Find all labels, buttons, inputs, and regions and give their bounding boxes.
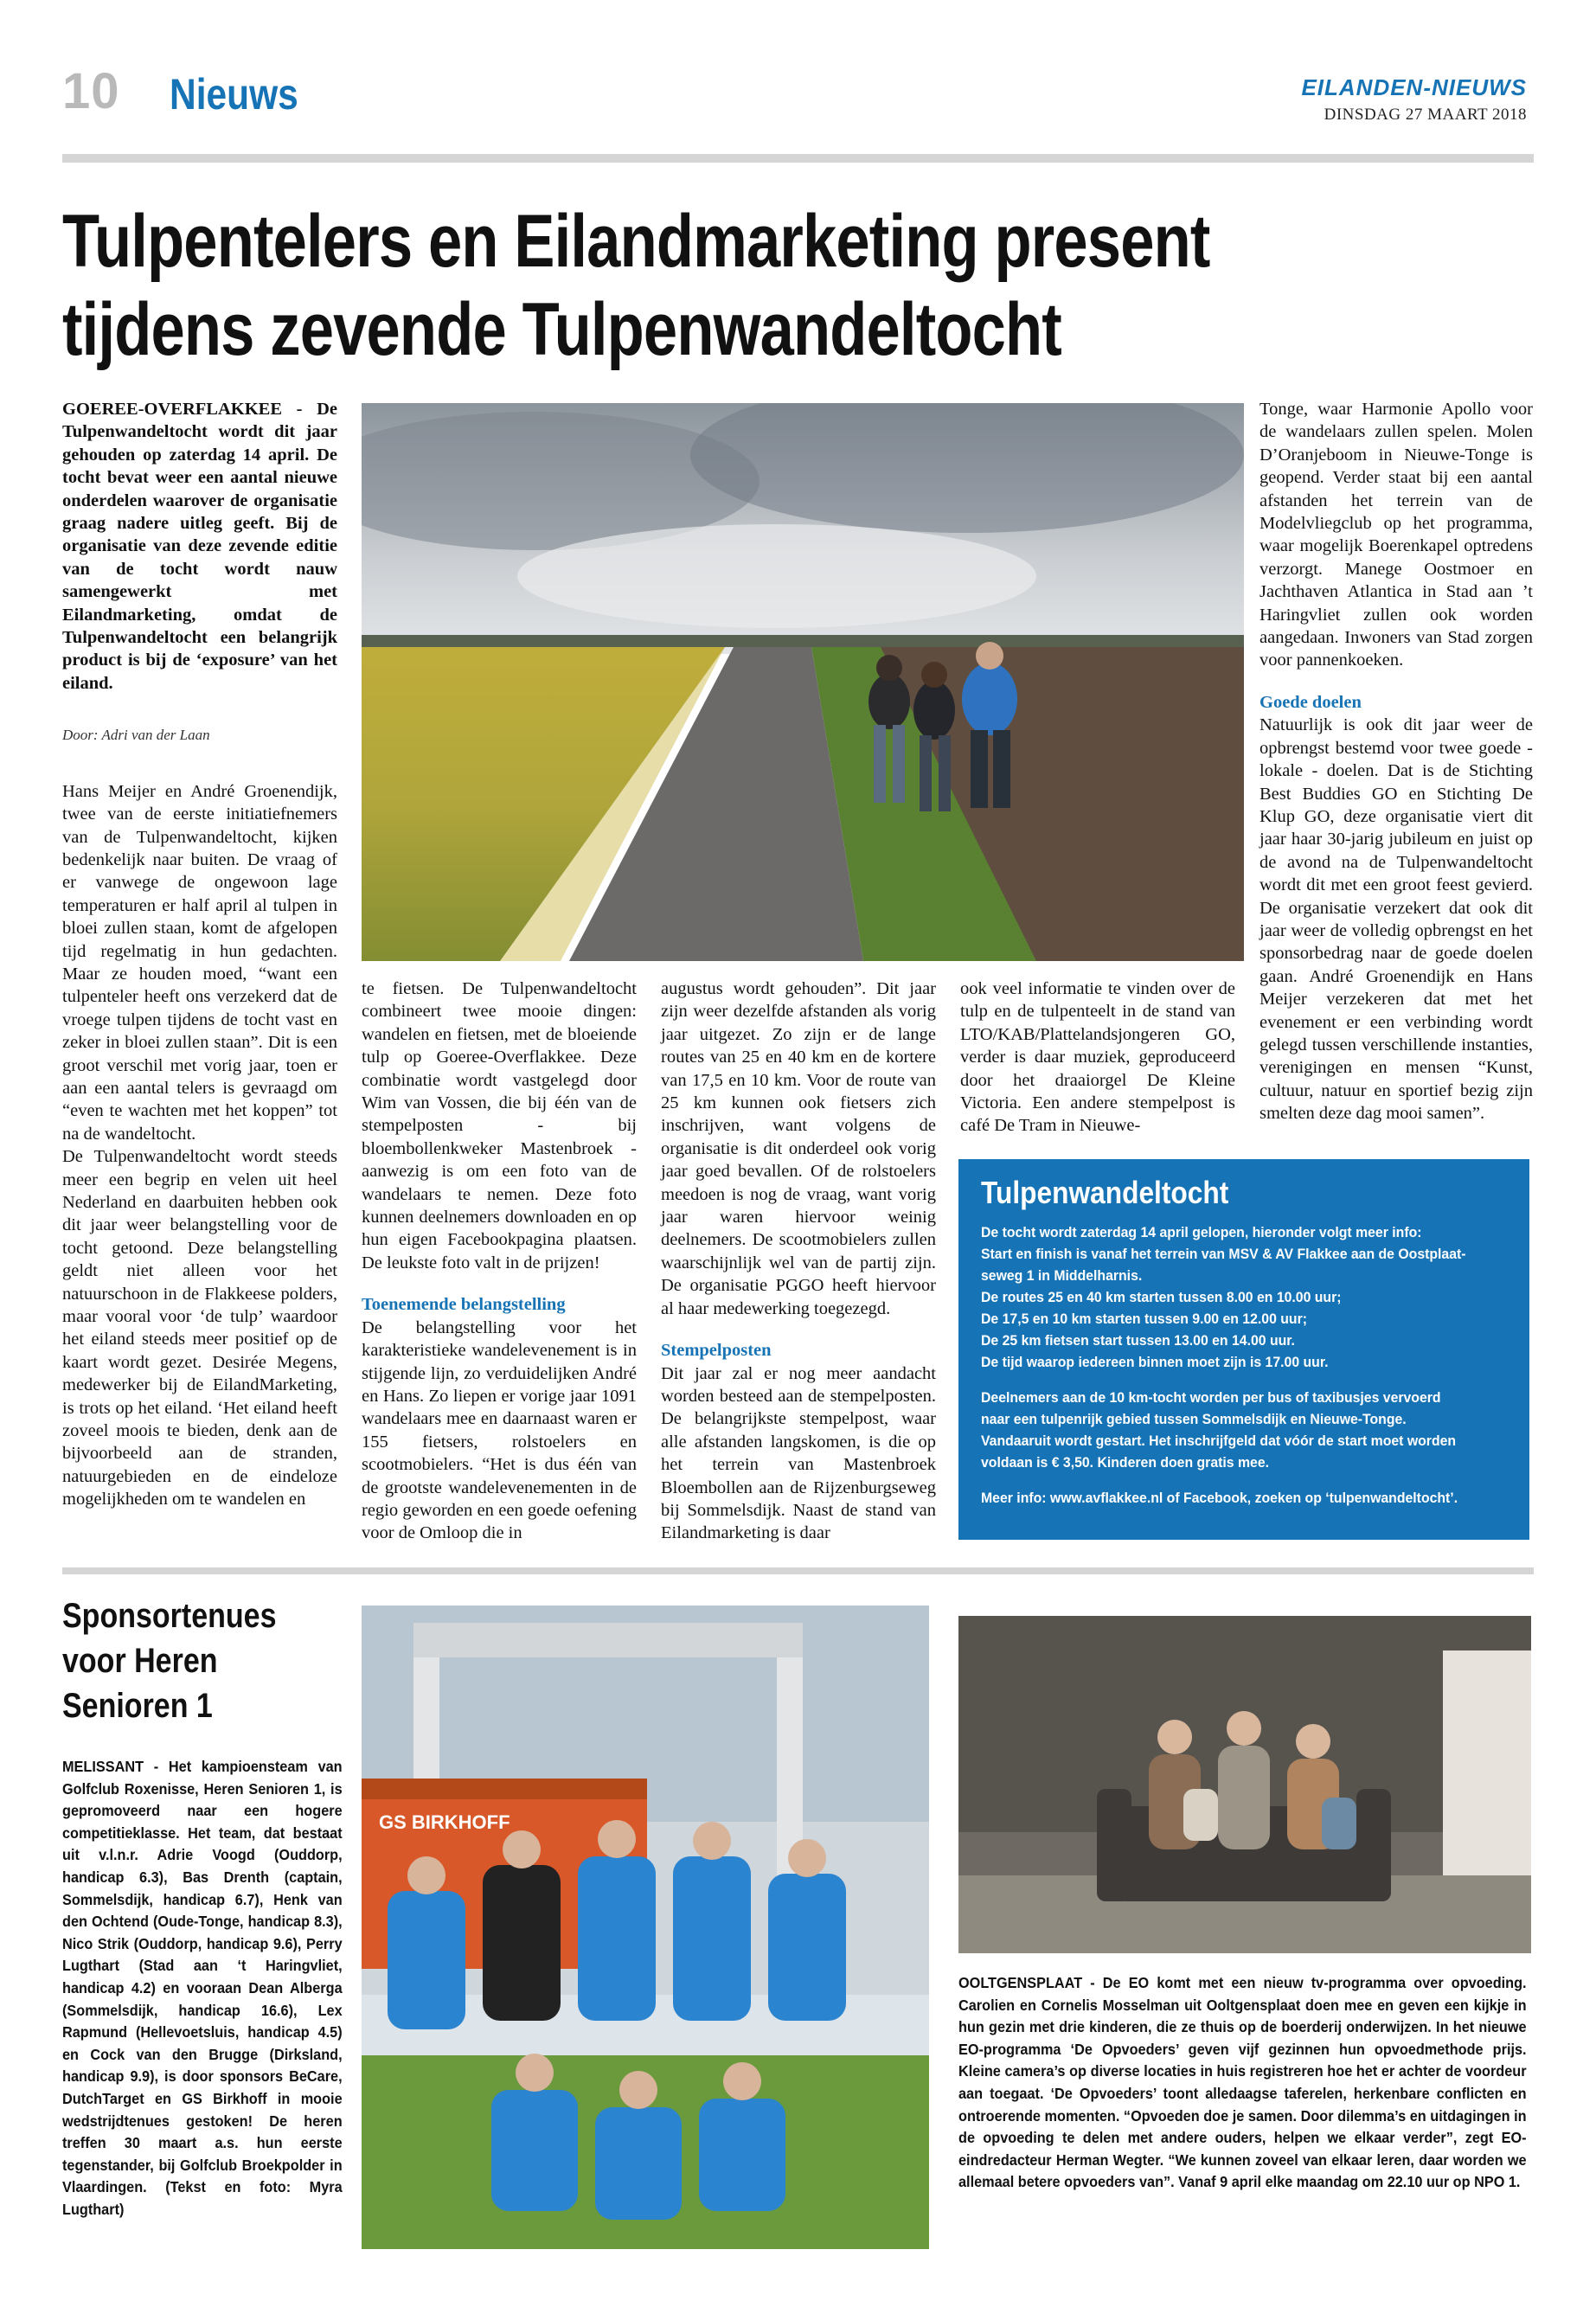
article2-body: MELISSANT - Het kampioensteam van Golfclub Roxenisse, Heren Senioren 1, is gepromoveerd naar een hogere competitieklasse. Het team, dat bestaat uit v.l.n.r. Adrie Voogd (Ouddorp, handicap 6.3), Bas Drenth (captain, Sommelsdijk, handicap 6.7), Henk van den Ochtend (Oude-Tonge, handicap 8.3), Nico Strik (Ouddorp, handicap 9.6), Perry Lugthart (Stad aan ‘t Haringvliet, handicap 4.2) en vooraan Dean Alberga (Sommelsdijk, handicap 16.6), Lex Rapmund (Hellevoetsluis, handicap 4.5) en Cock van den Brugge (Dirksland, handicap 9.9), is door sponsors BeCare, DutchTarget en GS Birkhoff in mooie wedstrijdtenues gestoken! De heren treffen 30 maart a.s. hun eerste tegenstander, bij Golfclub Broekpolder in Vlaardingen. (Tekst en foto: Myra Lugthart) xyxy=(62,1758,343,2218)
subheading: Goede doelen xyxy=(1259,692,1362,712)
paragraph: Tonge, waar Harmonie Apollo voor de wandelaars zullen spelen. Molen D’Oranjeboom in Nieuwe-Tonge is geopend. Verder staat bij een aantal afstanden het terrein van de Modelvliegclub op het programma, waar mogelijk Boerenkapel optredens verzorgt. Manege Oostmoer en Jachthaven Atlantica in Stad aan ’t Haringvliet zullen ook worden aangedaan. Inwoners van Stad zorgen voor pannenkoeken. xyxy=(1259,400,1533,670)
info-box-title: Tulpenwandeltocht xyxy=(981,1175,1229,1210)
paragraph: De belangstelling voor het karakteristieke wandelevenement is in stijgende lijn, zo verduidelijken André en Hans. Zo liepen er vorige jaar 1091 wandelaars mee en daarnaast waren er 155 fietsers, rolstoelers en scootmobielers. “Het is dus één van de grootste wandelevenementen in de regio geworden en een goede oefening voor de Omloop die in xyxy=(362,1317,637,1543)
section-title: Nieuws xyxy=(170,70,298,119)
paragraph: te fietsen. De Tulpenwandeltocht combineert twee mooie dingen: wandelen en fietsen, met de bloeiende tulp op Goeree-Overflakkee. Deze combinatie wordt vastgelegd door Wim van Vossen, die bij één van de stempelposten - bij bloembollenkweker Mastenbroek - aanwezig is om een foto van de wandelaars te nemen. Deze foto kunnen deelnemers downloaden en op hun eigen Facebookpagina plaatsen. De leukste foto valt in de prijzen! xyxy=(362,979,637,1272)
subheading: Stempelposten xyxy=(661,1341,772,1361)
article3-body: OOLTGENSPLAAT - De EO komt met een nieuw tv-programma over opvoeding. Carolien en Cornelis Mosselman uit Ooltgensplaat doen mee en geven een kijkje in hun gezin met drie kinderen, die ze thuis op de boerderij onderwijzen. In het nieuwe EO-programma ‘De Opvoeders’ geven vijf gezinnen hun opvoedmethode prijs. Kleine camera’s op diverse locaties in huis registreren hoe het er achter de voordeur aan toegaat. ‘De Opvoeders’ toont alledaagse taferelen, herkenbare conflicten en ontroerende momenten. “Opvoeden doe je samen. Door dilemma’s en uitdagingen in de opvoeding te delen met andere ouders, helpen we elkaar verder”, zegt EO-eindredacteur Herman Wegter. “We kunnen zoveel van elkaar leren, daar worden we allemaal betere opvoeders van”. Vanaf 9 april elke maandag om 22.10 uur op NPO 1. xyxy=(958,1974,1527,2191)
company-sign: GS BIRKHOFF xyxy=(379,1811,510,1833)
page-number: 10 xyxy=(62,63,120,119)
article-column-1 xyxy=(62,398,337,1511)
paragraph: Natuurlijk is ook dit jaar weer de opbrengst bestemd voor twee goede - lokale - doelen. Dat is de Stichting Best Buddies GO en Stichting De Klup GO, deze organisatie viert dit jaar haar 30-jarig jubileum en juist op de avond na de Tulpenwandeltocht wordt dit met een groot feest gevierd. De organisatie verzekert dat ook dit jaar weer de volledig opbrengst en het sponsorbedrag naar de goede doelen gaan. André Groenendijk en Hans Meijer verzekeren dat met het evenement er een verbinding wordt gelegd tussen verschillende instanties, verenigingen en mensen “Kunst, cultuur, natuur en sportief bezig zijn smelten deze dag mooi samen”. xyxy=(1259,715,1533,1124)
tulip-field-illustration xyxy=(362,403,1244,961)
article2-title: Sponsortenues voor Heren Senioren 1 xyxy=(62,1597,277,1725)
paragraph: augustus wordt gehouden”. Dit jaar zijn weer dezelfde afstanden als vorig jaar uitgezet. Zo zijn er de lange routes van 25 en 40 km en de kortere van 17,5 en 10 km. Voor de route van 25 km kunnen ook fietsers zich inschrijven, want volgens de organisatie is dit onderdeel ook vorig jaar goed bevallen. Of de rolstoelers meedoen is nog de vraag, want vorig jaar waren hiervoor weinig deelnemers. De scootmobielers zullen waarschijnlijk wel van de partij zijn. De organisatie PGGO heeft hiervoor al haar medewerking toegezegd. xyxy=(661,979,936,1318)
headline-line-2: tijdens zevende Tulpenwandeltocht xyxy=(62,288,1061,371)
article-lead: GOEREE-OVERFLAKKEE - De Tulpenwandeltocht wordt dit jaar gehouden op zaterdag 14 april. De tocht bevat weer een aantal nieuwe onderdelen waarover de organisatie graag nadere uitleg geeft. Bij de organisatie van deze zevende editie van de tocht wordt nauw samengewerkt met Eilandmarketing, omdat de Tulpenwandeltocht een belangrijk product is bij de ‘exposure’ van het eiland. xyxy=(62,400,337,693)
tulip-field-photo xyxy=(362,403,1244,961)
article-column-4 xyxy=(960,977,1235,1138)
article-byline: Door: Adri van der Laan xyxy=(62,727,210,744)
family-photo xyxy=(958,1616,1531,1953)
article-column-2 xyxy=(362,977,637,1545)
paragraph: ook veel informatie te vinden over de tulp en de tulpenteelt in de stand van LTO/KAB/Plattelandsjongeren GO, verder is daar muziek, geproduceerd door het draaiorgel De Kleine Victoria. Een andere stempelpost is café De Tram in Nieuwe- xyxy=(960,979,1235,1136)
family-illustration xyxy=(958,1616,1531,1953)
issue-date: DINSDAG 27 MAART 2018 xyxy=(1324,106,1527,124)
header-divider xyxy=(62,154,1534,163)
main-headline xyxy=(62,197,1530,374)
paragraph: Hans Meijer en André Groenendijk, twee van de eerste initiatiefnemers van de Tulpenwandeltocht, kijken bedenkelijk naar buiten. De vraag of er vanwege de ongewoon lage temperaturen er half april al tulpen in bloei zullen staan, komt de afgelopen tijd regelmatig in hun gedachten. Maar ze houden moed, “want een tulpenteler heeft ons verzekerd dat de vroege tulpen tijdens de tocht vast en zeker in bloei zullen staan”. Dit is een groot verschil met vorig jaar, toen er aan een aantal telers is gevraagd om “even te wachten met het koppen” tot na de wandeltocht. xyxy=(62,781,337,1144)
newspaper-logo: EILANDEN-NIEUWS xyxy=(1301,74,1527,100)
info-box-more-info: Meer info: www.avflakkee.nl of Facebook, zoeken op ‘tulpenwandeltocht’. xyxy=(981,1490,1458,1506)
section-divider xyxy=(62,1567,1534,1574)
article-column-3 xyxy=(661,977,936,1545)
golf-team-photo xyxy=(362,1606,929,2249)
article-column-5 xyxy=(1259,398,1533,1125)
paragraph: Dit jaar zal er nog meer aandacht worden besteed aan de stempelposten. De belangrijkste stempelpost, waar alle afstanden langskomen, is die op het terrein van Mastenbroek Bloembollen aan de Rijzenburgseweg bij Sommelsdijk. Naast de stand van Eilandmarketing is daar xyxy=(661,1363,936,1543)
paragraph: De Tulpenwandeltocht wordt steeds meer een begrip en velen uit heel Nederland en daarbuiten hebben ook dit jaar weer belangstelling voor de tocht getoond. Deze belangstelling geldt niet alleen voor het natuurschoon in de Flakkeese polders, maar vooral voor ‘de tulp’ waardoor het eiland steeds meer positief op de kaart wordt gezet. Desirée Megens, medewerker bij de EilandMarketing, is trots op het eiland. ‘Het eiland heeft zoveel moois te bieden, denk aan de bijvoorbeeld aan de stranden, natuurgebieden en de eindeloze mogelijkheden om te wandelen en xyxy=(62,1147,337,1509)
info-box-transport: Deelnemers aan de 10 km-tocht worden per bus of taxibusjes vervoerd naar een tulpenrijk gebied tussen Sommelsdijk en Nieuwe-Tonge. Vandaaruit wordt gestart. Het inschrijfgeld dat vóór de start moet worden voldaan is € 3,50. Kinderen doen gratis mee. xyxy=(981,1389,1457,1471)
info-box xyxy=(958,1159,1529,1540)
subheading: Toenemende belangstelling xyxy=(362,1295,566,1315)
golf-team-illustration xyxy=(362,1606,929,2249)
info-box-schedule: De tocht wordt zaterdag 14 april gelopen, hieronder volgt meer info: Start en finish is vanaf het terrein van MSV & AV Flakkee aan de Oostplaat- seweg 1 in Middelharnis. De routes 25 en 40 km starten tussen 8.00 en 10.00 uur; De 17,5 en 10 km starten tussen 9.00 en 12.00 uur; De 25 km fietsen start tussen 13.00 en 14.00 uur. De tijd waarop iedereen binnen moet zijn is 17.00 uur. xyxy=(981,1224,1466,1370)
headline-line-1: Tulpentelers en Eilandmarketing present xyxy=(62,200,1210,283)
family-members xyxy=(1149,1711,1356,1849)
